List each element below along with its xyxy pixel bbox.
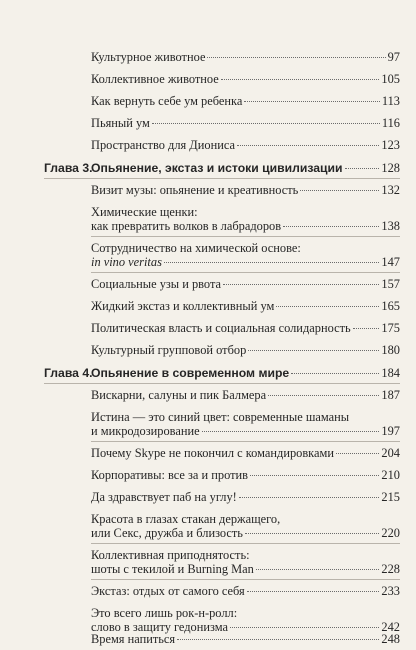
toc-entry[interactable]: [91, 490, 400, 504]
toc-entry[interactable]: [91, 388, 400, 402]
toc-entry-title: Красота в глазах стакан держащего,: [91, 512, 281, 526]
toc-entry-page: 113: [381, 94, 400, 108]
divider: [44, 383, 400, 384]
toc-entry[interactable]: [91, 299, 400, 313]
toc-entry-title: Сотрудничество на химической основе:: [91, 241, 301, 255]
toc-entry-title: Визит музы: опьянение и креативность: [91, 183, 299, 197]
toc-entry-page: 242: [381, 620, 400, 634]
chapter-page: 128: [381, 161, 400, 175]
toc-entry-title: Почему Skype не покончил с командировками: [91, 446, 334, 460]
toc-entry-page: 165: [381, 299, 400, 313]
chapter-3-heading[interactable]: [44, 161, 400, 175]
toc-entry[interactable]: [91, 138, 400, 152]
toc-entry-title: Это всего лишь рок-н-ролл:: [91, 606, 238, 620]
chapter-page: 184: [381, 366, 400, 380]
chapter-4-heading[interactable]: [44, 366, 400, 380]
toc-entry-title: Коллективное животное: [91, 72, 219, 86]
toc-entry-title: Истина — это синий цвет: современные шаманы: [91, 410, 350, 424]
toc-entry[interactable]: [91, 241, 400, 275]
toc-entry-title: Жидкий экстаз и коллективный ум: [91, 299, 275, 313]
toc-entry-title: Политическая власть и социальная солидарность: [91, 321, 351, 335]
toc-entry-title: Пространство для Диониса: [91, 138, 235, 152]
toc-entry-title-cont: in vino veritas: [91, 255, 162, 269]
divider: [91, 441, 400, 442]
toc-entry-page: 180: [381, 343, 400, 357]
toc-entry-page: 132: [381, 183, 400, 197]
toc-entry-page: 175: [381, 321, 400, 335]
toc-entry-title: Корпоративы: все за и против: [91, 468, 248, 482]
toc-entry-page: 220: [381, 526, 400, 540]
chapter-label: Глава 4.: [44, 366, 93, 380]
toc-entry-title: Культурное животное: [91, 50, 206, 64]
toc-entry-title-cont: как превратить волков в лабрадоров: [91, 219, 282, 233]
chapter-label: Глава 3.: [44, 161, 93, 175]
toc-entry[interactable]: [91, 446, 400, 460]
toc-entry-page: 228: [381, 562, 400, 576]
toc-entry-title-cont: и микродозирование: [91, 424, 200, 438]
divider: [44, 178, 400, 179]
toc-entry[interactable]: [91, 343, 400, 357]
chapter-title: Опьянение в современном мире: [91, 366, 290, 380]
toc-entry-page: 197: [381, 424, 400, 438]
toc-entry-page: 204: [381, 446, 400, 460]
toc-entry-title-cont: шоты с текилой и Burning Man: [91, 562, 254, 576]
toc-entry[interactable]: [91, 548, 400, 582]
toc-entry-page: 147: [381, 255, 400, 269]
toc-entry-title-cont: или Секс, дружба и близость: [91, 526, 243, 540]
toc-entry-title: Химические щенки:: [91, 205, 198, 219]
toc-entry-title: Коллективная приподнятость:: [91, 548, 250, 562]
chapter-title: Опьянение, экстаз и истоки цивилизации: [91, 161, 343, 175]
divider: [91, 579, 400, 580]
toc-entry-title: Как вернуть себе ум ребенка: [91, 94, 243, 108]
toc-entry[interactable]: [91, 632, 400, 646]
toc-entry-page: 138: [381, 219, 400, 233]
toc-entry-page: 187: [381, 388, 400, 402]
toc-entry[interactable]: [91, 277, 400, 291]
divider: [91, 272, 400, 273]
toc-entry[interactable]: [91, 94, 400, 108]
toc-entry[interactable]: [91, 512, 400, 546]
toc-entry-title: Да здравствует паб на углу!: [91, 490, 237, 504]
toc-entry-page: 116: [381, 116, 400, 130]
toc-entry[interactable]: [91, 584, 400, 598]
toc-entry[interactable]: [91, 205, 400, 239]
toc-entry[interactable]: [91, 468, 400, 482]
toc-entry-title: Социальные узы и рвота: [91, 277, 222, 291]
toc-entry-page: 157: [381, 277, 400, 291]
divider: [91, 543, 400, 544]
toc-entry[interactable]: [91, 50, 400, 64]
toc-entry-title: Культурный групповой отбор: [91, 343, 247, 357]
toc-entry-page: 210: [381, 468, 400, 482]
toc-entry-page: 97: [387, 50, 400, 64]
toc-entry-page: 105: [381, 72, 400, 86]
divider: [91, 236, 400, 237]
toc-entry[interactable]: [91, 321, 400, 335]
toc-entry-title-cont: слово в защиту гедонизма: [91, 620, 228, 634]
toc-entry[interactable]: [91, 72, 400, 86]
toc-entry-page: 248: [381, 632, 400, 646]
toc-entry[interactable]: [91, 410, 400, 444]
toc-entry-page: 123: [381, 138, 400, 152]
toc-entry-page: 233: [381, 584, 400, 598]
toc-entry-title: Вискарни, салуны и пик Балмера: [91, 388, 267, 402]
toc-entry-title: Экстаз: отдых от самого себя: [91, 584, 245, 598]
toc-entry[interactable]: [91, 183, 400, 197]
toc-entry-title: Пьяный ум: [91, 116, 150, 130]
toc-entry[interactable]: [91, 116, 400, 130]
toc-entry-title: Время напиться: [91, 632, 176, 646]
toc-entry-page: 215: [381, 490, 400, 504]
